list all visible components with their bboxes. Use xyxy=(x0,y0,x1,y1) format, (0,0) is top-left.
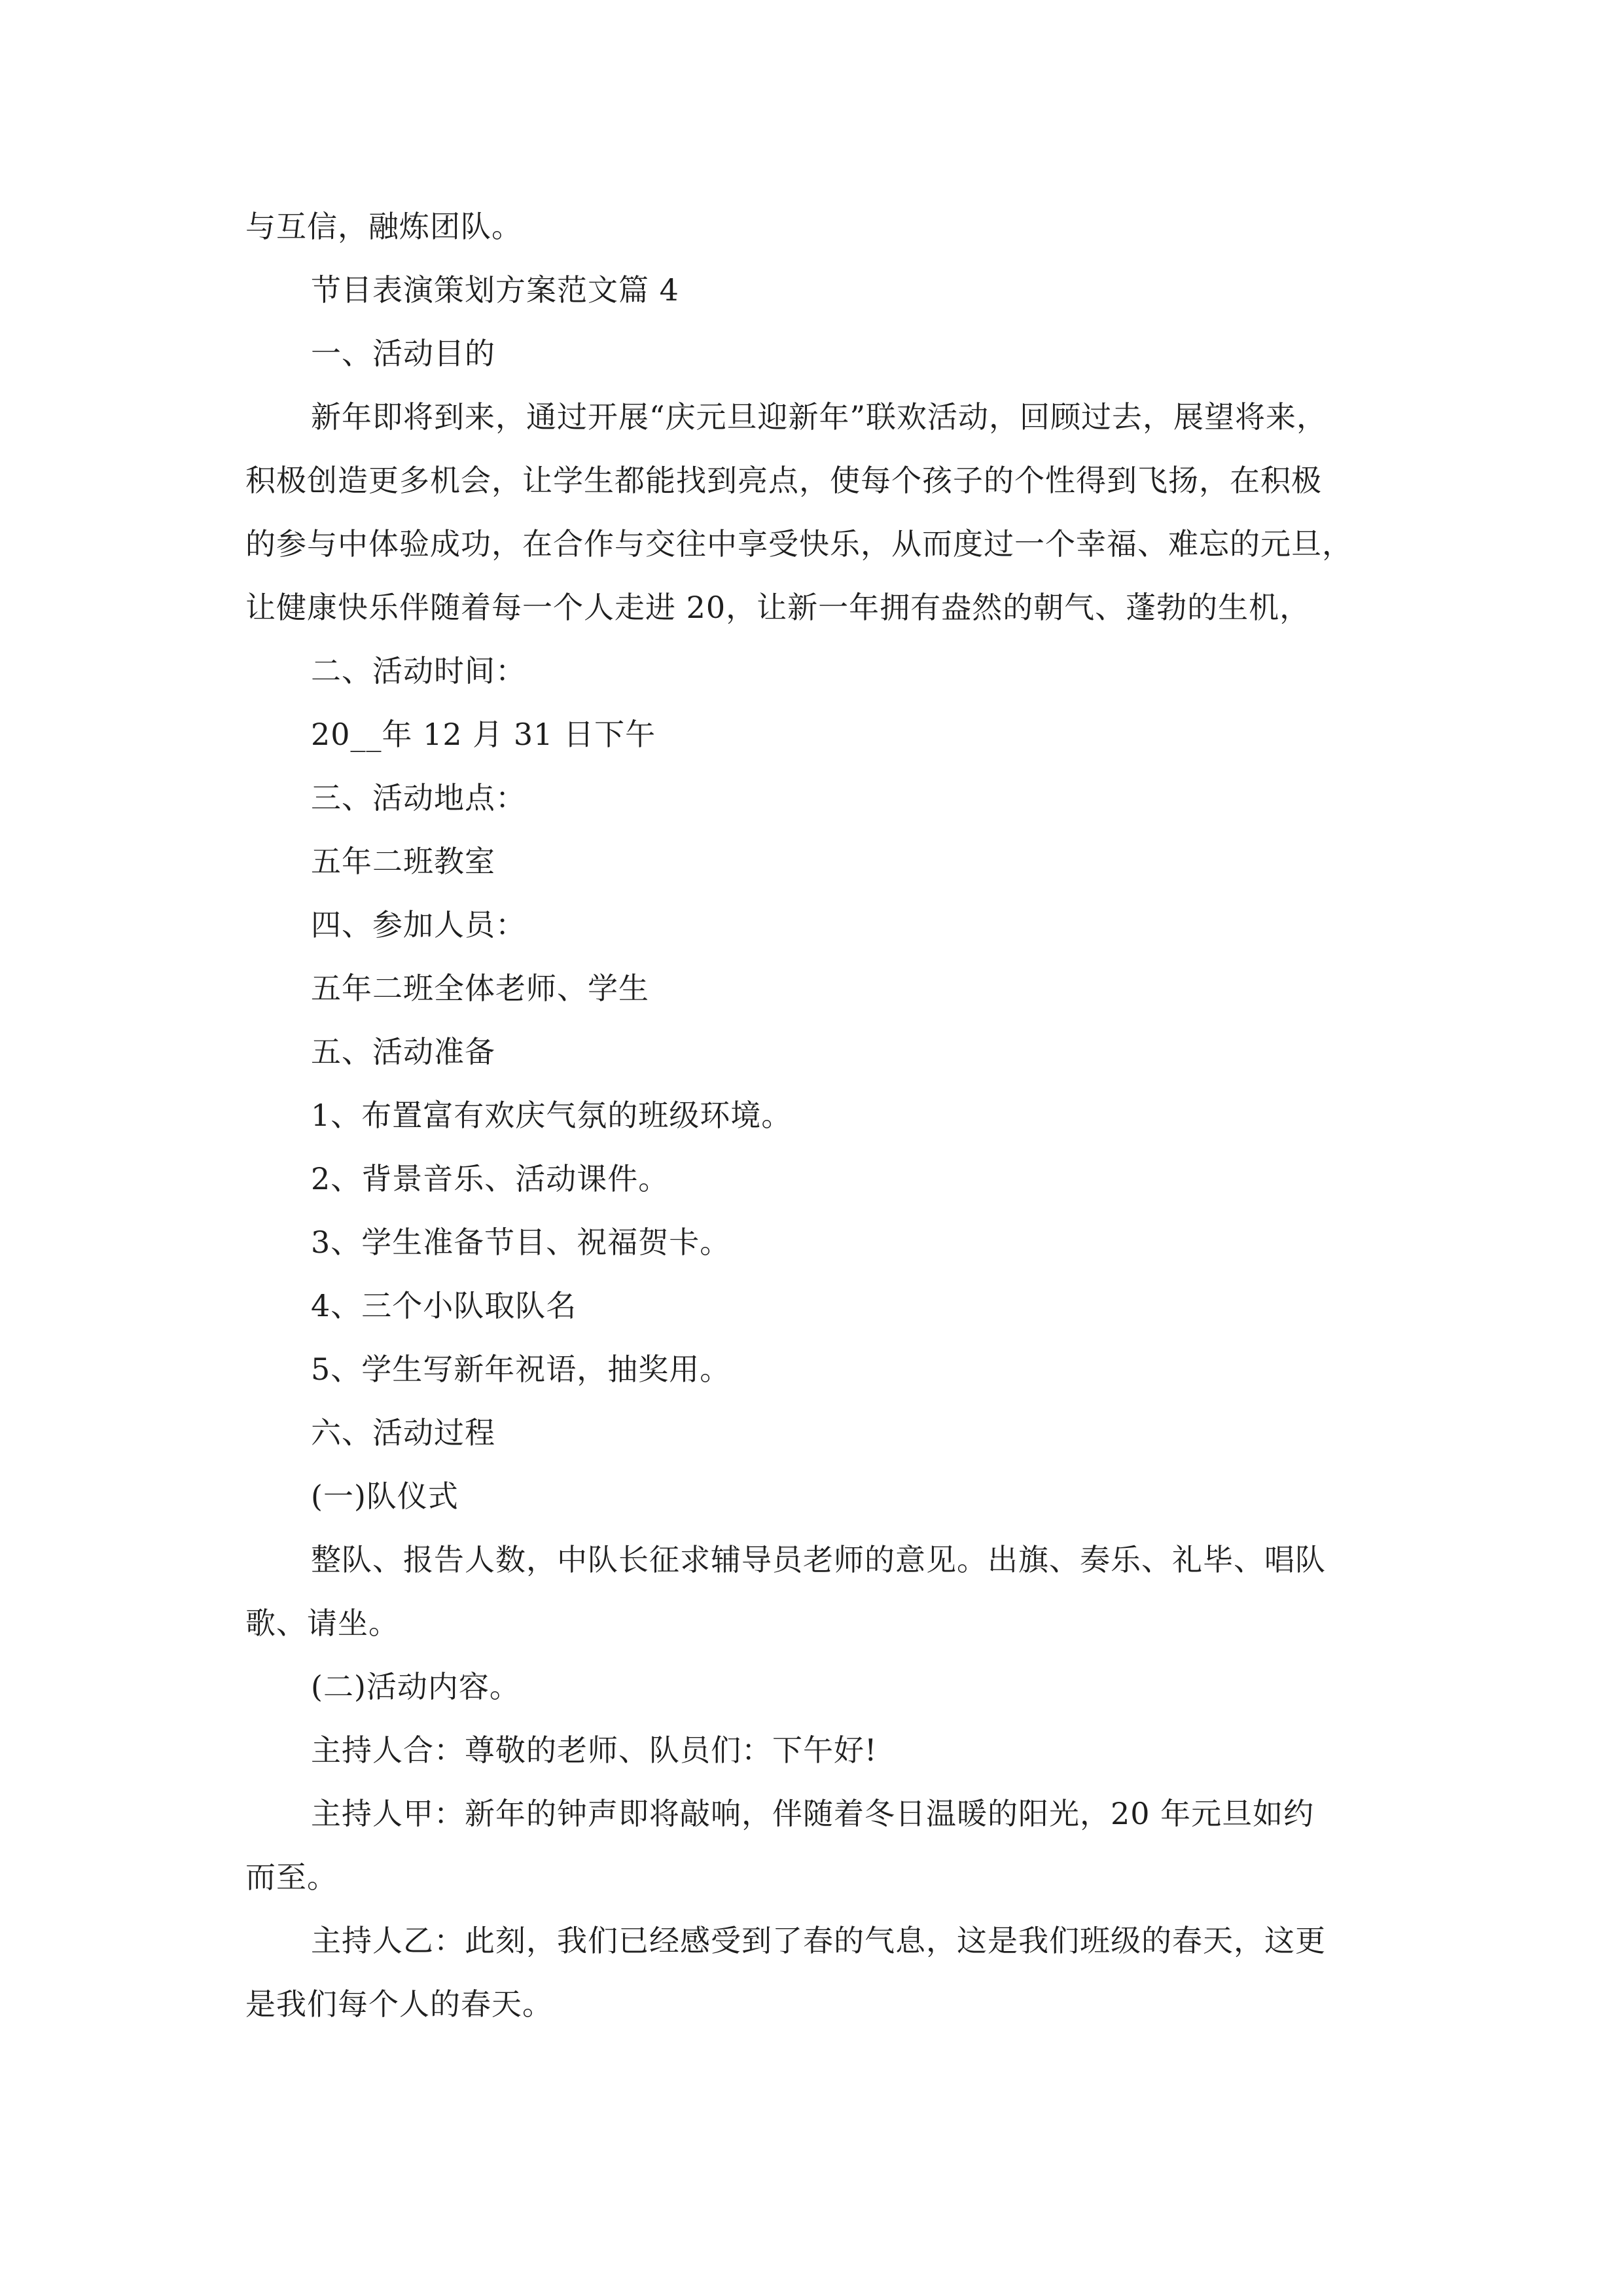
list-item: 2、背景音乐、活动课件。 xyxy=(311,1161,669,1196)
text-line: 与互信，融炼团队。 xyxy=(245,209,522,244)
section-heading: 二、活动时间： xyxy=(311,653,526,689)
text-line: 积极创造更多机会，让学生都能找到亮点，使每个孩子的个性得到飞扬，在积极 xyxy=(245,463,1322,498)
text-line: 的参与中体验成功，在合作与交往中享受快乐，从而度过一个幸福、难忘的元旦， xyxy=(245,526,1353,562)
dialogue-line: 主持人甲：新年的钟声即将敲响，伴随着冬日温暖的阳光，20 年元旦如约 xyxy=(311,1796,1315,1831)
text-line: 五年二班全体老师、学生 xyxy=(311,971,649,1006)
text-line: 新年即将到来，通过开展“庆元旦迎新年”联欢活动，回顾过去，展望将来， xyxy=(311,399,1328,435)
list-item: 1、布置富有欢庆气氛的班级环境。 xyxy=(311,1098,793,1133)
section-heading: 四、参加人员： xyxy=(311,907,526,942)
text-line: 而至。 xyxy=(245,1859,338,1895)
text-line: 让健康快乐伴随着每一个人走进 20，让新一年拥有盎然的朝气、蓬勃的生机， xyxy=(245,590,1311,625)
subsection-heading: (二)活动内容。 xyxy=(311,1669,520,1704)
document-body xyxy=(245,195,1381,2036)
section-heading: 三、活动地点： xyxy=(311,780,526,816)
text-line: 20__年 12 月 31 日下午 xyxy=(311,717,656,752)
text-line: 是我们每个人的春天。 xyxy=(245,1986,553,2022)
section-heading: 五、活动准备 xyxy=(311,1034,495,1069)
text-line: 整队、报告人数，中队长征求辅导员老师的意见。出旗、奏乐、礼毕、唱队 xyxy=(311,1542,1326,1577)
section-heading: 节目表演策划方案范文篇 4 xyxy=(311,272,679,308)
text-line: 五年二班教室 xyxy=(311,844,495,879)
section-heading: 一、活动目的 xyxy=(311,336,495,371)
dialogue-line: 主持人乙：此刻，我们已经感受到了春的气息，这是我们班级的春天，这更 xyxy=(311,1923,1326,1958)
section-heading: 六、活动过程 xyxy=(311,1415,495,1450)
list-item: 4、三个小队取队名 xyxy=(311,1288,577,1323)
subsection-heading: (一)队仪式 xyxy=(311,1479,459,1514)
dialogue-line: 主持人合：尊敬的老师、队员们：下午好! xyxy=(311,1732,878,1768)
list-item: 3、学生准备节目、祝福贺卡。 xyxy=(311,1225,731,1260)
list-item: 5、学生写新年祝语，抽奖用。 xyxy=(311,1352,731,1387)
text-line: 歌、请坐。 xyxy=(245,1605,399,1641)
